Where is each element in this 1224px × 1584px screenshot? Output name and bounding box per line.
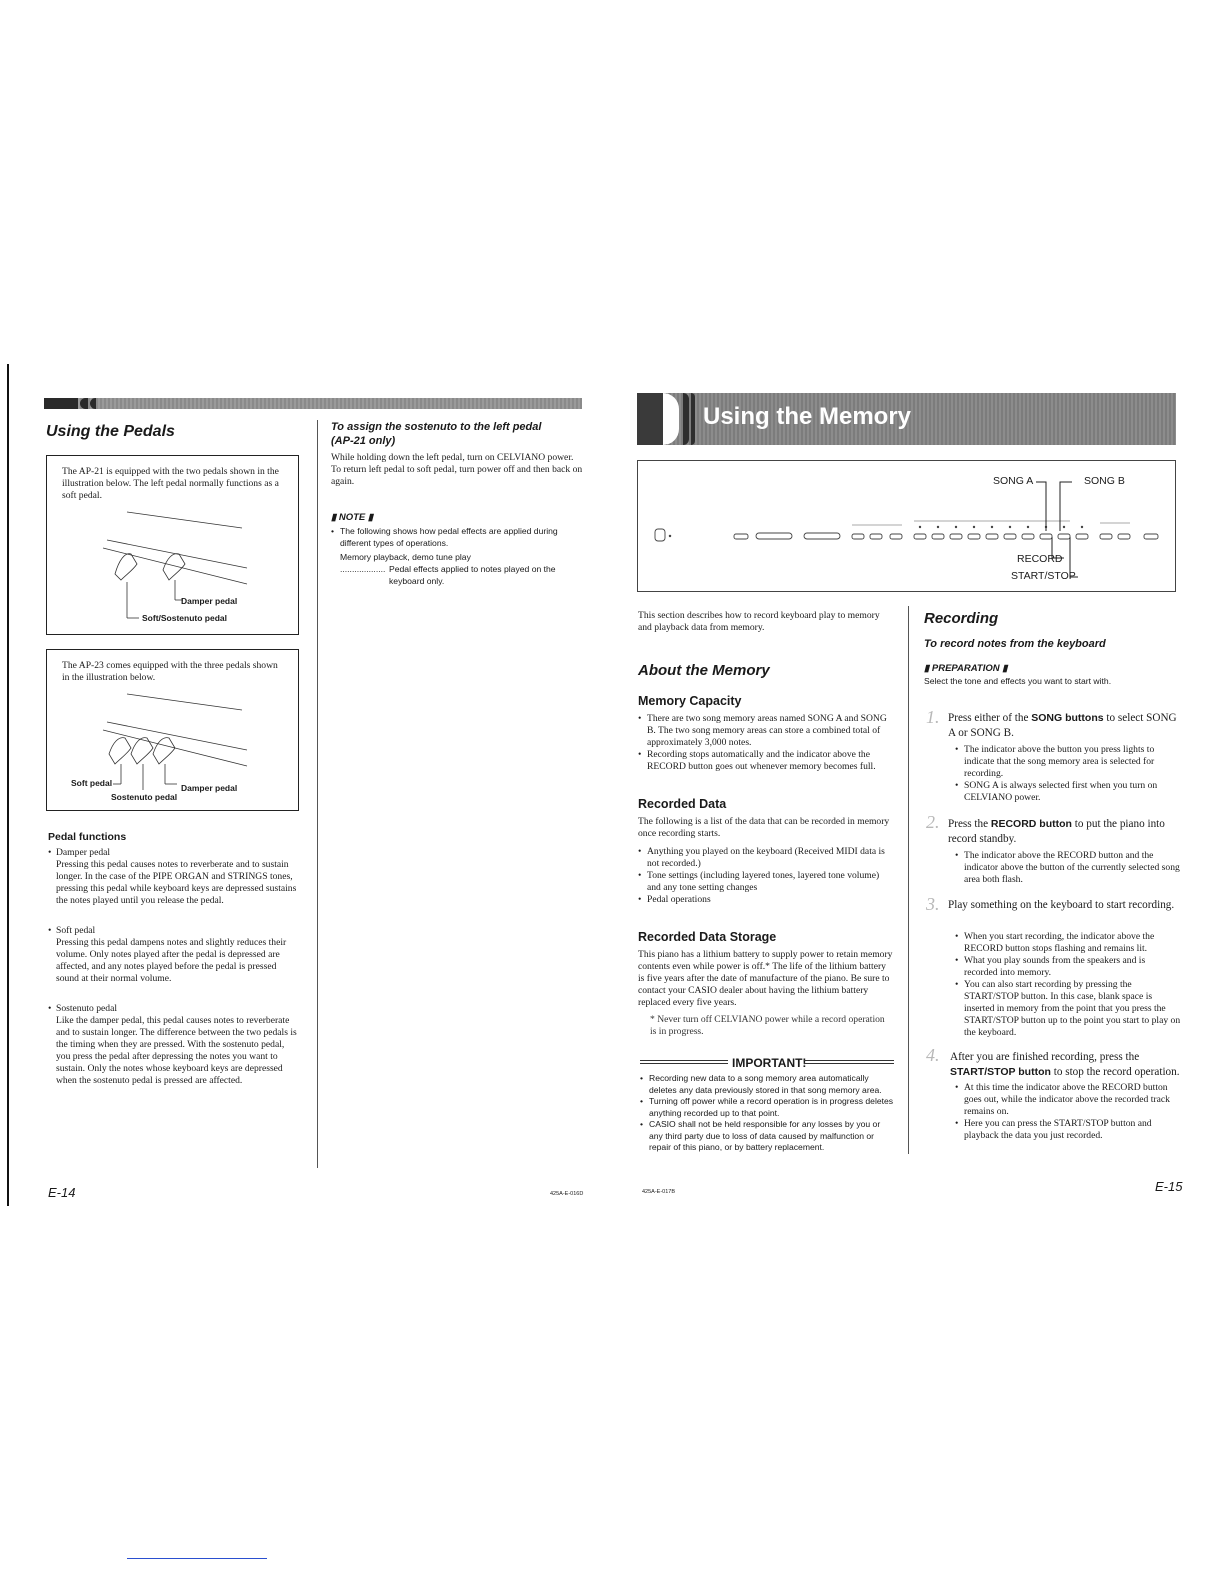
pedal-functions-heading: Pedal functions xyxy=(48,831,127,843)
damper-pedal-text: Pressing this pedal causes notes to reverberate and to sustain longer. In the case of the PIPE ORGAN and STRINGS tones, pressing this pedal while keyboard keys are depressed sustains the notes played until you release the pedal. xyxy=(56,859,297,906)
capacity-item: • There are two song memory areas named SONG A and SONG B. The two song memory areas can store a combined total of approximately 3,000 notes. xyxy=(638,713,893,749)
memory-capacity-heading: Memory Capacity xyxy=(638,694,742,708)
pedal-functions-list xyxy=(48,847,300,1087)
ap23-pedal-box xyxy=(46,649,299,811)
page-title-memory: Using the Memory xyxy=(703,403,912,430)
step-3-number: 3. xyxy=(926,894,940,914)
soft-pedal-title: Soft pedal xyxy=(56,925,96,936)
note-heading: ▮ NOTE ▮ xyxy=(331,512,374,523)
damper-pedal-label-ap23: Damper pedal xyxy=(181,783,238,793)
step-3 xyxy=(948,898,1180,913)
data-storage-text: This piano has a lithium battery to supply power to retain memory contents even while power is off.* The life of the lithium battery is five years after the date of manufacture of the piano. Be sure to contact your CASIO dealer about having the lithium battery replaced every five years. xyxy=(638,949,893,1008)
memory-capacity-list xyxy=(638,713,893,773)
song-a-label: SONG A xyxy=(993,475,1034,487)
important-list xyxy=(640,1073,896,1154)
step-detail: • When you start recording, the indicator above the RECORD button stops flashing and remains lit. xyxy=(955,931,1181,955)
recorded-data-intro: The following is a list of the data that can be recorded in memory once recording starts. xyxy=(638,816,890,839)
important-item: • Recording new data to a song memory area automatically deletes any data previously stored in that song memory area. xyxy=(640,1073,896,1096)
note-sub-dots: ................... xyxy=(340,564,386,574)
step-2-bold: RECORD button xyxy=(990,818,1072,830)
start-stop-label: START/STOP xyxy=(1011,570,1076,582)
step-1-post: to select SONG A or SONG B. xyxy=(948,712,1177,739)
step-3-details xyxy=(955,931,1181,1039)
control-panel-diagram xyxy=(637,460,1176,592)
sostenuto-heading-line1: To assign the sostenuto to the left pedal xyxy=(331,421,542,433)
data-storage-footnote: * Never turn off CELVIANO power while a record operation is in progress. xyxy=(650,1014,885,1037)
left-header-bar xyxy=(44,398,582,409)
step-2-pre: Press the xyxy=(948,818,991,830)
right-page-code: 425A-E-017B xyxy=(642,1189,676,1195)
important-item: • CASIO shall not be held responsible for any losses by you or any third party due to loss of data caused by malfunction or repair of this piano, or by battery replacement. xyxy=(640,1119,896,1154)
left-page-number: E-14 xyxy=(48,1185,76,1200)
ap21-pedal-box xyxy=(46,455,299,635)
ap21-pedal-illustration xyxy=(47,456,297,633)
step-detail: • SONG A is always selected first when you turn on CELVIANO power. xyxy=(955,780,1181,804)
note-sub-text: Pedal effects applied to notes played on the keyboard only. xyxy=(389,564,556,586)
record-notes-heading: To record notes from the keyboard xyxy=(924,638,1106,650)
ap23-description: The AP-23 comes equipped with the three pedals shown in the illustration below. xyxy=(62,660,278,683)
recorded-data-item: • Pedal operations xyxy=(638,894,893,906)
preparation-text: Select the tone and effects you want to start with. xyxy=(924,676,1112,686)
record-label: RECORD xyxy=(1017,553,1063,565)
step-4-details xyxy=(955,1082,1181,1142)
step-1-number: 1. xyxy=(926,707,940,727)
preparation-heading: ▮ PREPARATION ▮ xyxy=(924,663,1008,674)
right-column-divider xyxy=(908,606,909,1154)
step-detail: • The indicator above the button you press lights to indicate that the song memory area is selected for recording. xyxy=(955,744,1181,780)
step-2-post: to put the piano into record standby. xyxy=(948,818,1165,845)
step-2-number: 2. xyxy=(926,812,940,832)
step-detail: • The indicator above the RECORD button and the indicator above the button of the currently selected song area both flash. xyxy=(955,850,1181,886)
page-title-pedals: Using the Pedals xyxy=(46,423,175,440)
step-4-post: to stop the record operation. xyxy=(1050,1066,1180,1078)
recorded-data-heading: Recorded Data xyxy=(638,797,727,811)
step-2 xyxy=(948,817,1180,847)
song-b-label: SONG B xyxy=(1084,475,1125,487)
note-sub-label: Memory playback, demo tune play xyxy=(340,552,471,562)
data-storage-heading: Recorded Data Storage xyxy=(638,930,777,944)
step-4 xyxy=(950,1050,1182,1080)
scan-edge-mark xyxy=(7,364,9,1206)
step-detail: • At this time the indicator above the RECORD button goes out, while the indicator above the recorded track remains on. xyxy=(955,1082,1181,1118)
step-1-bold: SONG buttons xyxy=(1031,712,1104,724)
step-detail: • Here you can press the START/STOP button and playback the data you just recorded. xyxy=(955,1118,1181,1142)
recorded-data-item: • Tone settings (including layered tones, layered tone volume) and any tone setting changes xyxy=(638,870,893,894)
right-page-number: E-15 xyxy=(1155,1179,1183,1194)
step-3-pre: Play something on the keyboard to start recording. xyxy=(948,899,1175,911)
step-2-details xyxy=(955,850,1181,886)
step-detail: • What you play sounds from the speakers and is recorded into memory. xyxy=(955,955,1181,979)
ap21-description: The AP-21 is equipped with the two pedals shown in the illustration below. The left pedal normally functions as a soft pedal. xyxy=(62,466,279,501)
damper-pedal-title: Damper pedal xyxy=(56,847,111,858)
left-page-code: 425A-E-016D xyxy=(550,1191,584,1197)
damper-pedal-function: • Damper pedal Pressing this pedal causes notes to reverberate and to sustain longer. In the case of the PIPE ORGAN and STRINGS tones, pressing this pedal while keyboard keys are depressed sustains the notes played until you release the pedal. xyxy=(48,847,300,907)
sostenuto-pedal-label: Sostenuto pedal xyxy=(111,792,178,802)
sostenuto-pedal-text: Like the damper pedal, this pedal causes notes to reverberate and to sustain longer. The difference between the two pedals is the timing when they are pressed. With the sostenuto pedal, you press the pedal after depressing the notes you want to sustain. Only the notes whose keyboard keys are depressed when the sostenuto pedal is pressed are affected. xyxy=(56,1015,297,1086)
soft-pedal-function: • Soft pedal Pressing this pedal dampens notes and slightly reduces their volume. Only notes played after the pedal is depressed are affected, and any notes played before the pedal is pressed sound at their normal volume. xyxy=(48,925,300,985)
soft-pedal-text: Pressing this pedal dampens notes and slightly reduces their volume. Only notes played after the pedal is depressed are affected, and any notes played before the pedal is pressed sound at their normal volume. xyxy=(56,937,287,984)
sostenuto-pedal-function: • Sostenuto pedal Like the damper pedal, this pedal causes notes to reverberate and to sustain longer. The difference between the two pedals is the timing when they are pressed. With the sostenuto pedal, you press the pedal after depressing the notes you want to sustain. Only the notes whose keyboard keys are depressed when the sostenuto pedal is pressed are affected. xyxy=(48,1003,300,1087)
about-memory-heading: About the Memory xyxy=(638,662,770,679)
soft-pedal-label: Soft pedal xyxy=(71,778,113,788)
note-item-text: • The following shows how pedal effects are applied during different types of operations. xyxy=(331,526,583,549)
scan-bottom-line xyxy=(127,1558,267,1559)
recorded-data-list xyxy=(638,846,893,906)
note-item xyxy=(331,526,583,549)
left-column-divider xyxy=(317,420,318,1168)
step-1 xyxy=(948,711,1180,741)
step-4-number: 4. xyxy=(926,1045,940,1065)
capacity-item: • Recording stops automatically and the indicator above the RECORD button goes out whenever memory becomes full. xyxy=(638,749,893,773)
sostenuto-heading-line2: (AP-21 only) xyxy=(331,435,396,447)
step-detail: • You can also start recording by pressing the START/STOP button. In this case, blank space is inserted in memory from the point that you press the START/STOP button up to the point you start to play on the keyboard. xyxy=(955,979,1181,1039)
damper-pedal-label: Damper pedal xyxy=(181,596,238,606)
soft-sostenuto-pedal-label: Soft/Sostenuto pedal xyxy=(142,613,227,623)
sostenuto-text: While holding down the left pedal, turn on CELVIANO power. To return left pedal to soft pedal, turn power off and then back on again. xyxy=(331,452,583,487)
step-1-pre: Press either of the xyxy=(948,712,1032,724)
memory-intro: This section describes how to record keyboard play to memory and playback data from memory. xyxy=(638,610,880,633)
step-4-pre: After you are finished recording, press the xyxy=(950,1051,1140,1063)
important-heading: IMPORTANT! xyxy=(732,1056,807,1070)
recorded-data-item: • Anything you played on the keyboard (Received MIDI data is not recorded.) xyxy=(638,846,893,870)
important-item: • Turning off power while a record operation is in progress deletes anything recorded up to that point. xyxy=(640,1096,896,1119)
important-heading-row xyxy=(640,1057,894,1071)
sostenuto-pedal-title: Sostenuto pedal xyxy=(56,1003,118,1014)
step-1-details xyxy=(955,744,1181,804)
step-4-bold: START/STOP button xyxy=(950,1066,1051,1078)
sostenuto-heading xyxy=(331,420,581,448)
recording-heading: Recording xyxy=(924,610,999,627)
